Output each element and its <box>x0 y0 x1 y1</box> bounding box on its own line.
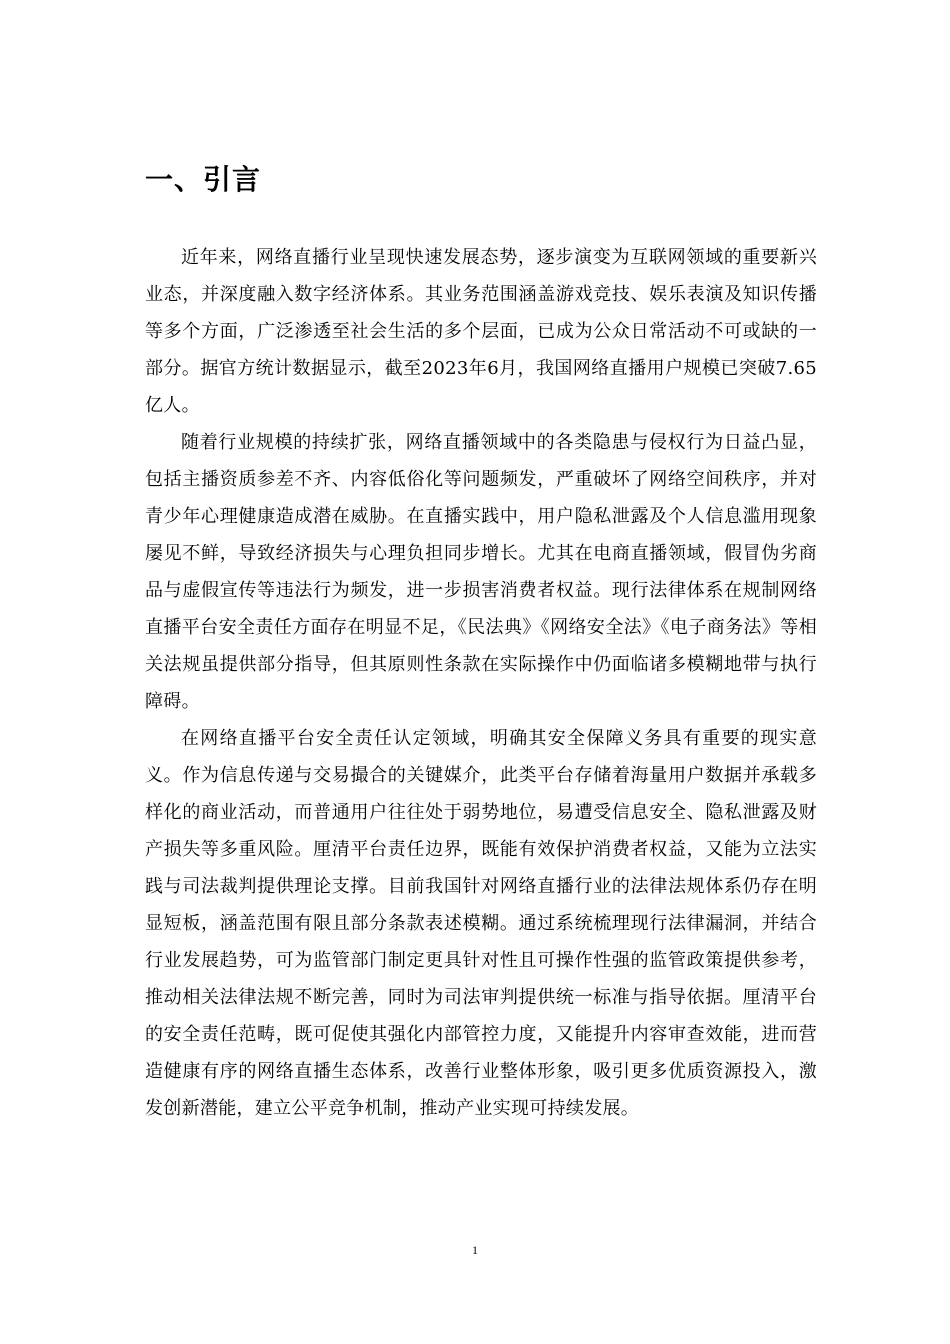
page-number: 1 <box>472 1243 478 1257</box>
paragraph-significance: 在网络直播平台安全责任认定领域，明确其安全保障义务具有重要的现实意义。作为信息传递与交易撮合的关键媒介，此类平台存储着海量用户数据并承载多样化的商业活动，而普通用户往往处于弱势地位，易遭受信息安全、隐私泄露及财产损失等多重风险。厘清平台责任边界，既能有效保护消费者权益，又能为立法实践与司法裁判提供理论支撑。目前我国针对网络直播行业的法律法规体系仍存在明显短板，涵盖范围有限且部分条款表述模糊。通过系统梳理现行法律漏洞，并结合行业发展趋势，可为监管部门制定更具针对性且可操作性强的监管政策提供参考，推动相关法律法规不断完善，同时为司法审判提供统一标准与指导依据。厘清平台的安全责任范畴，既可促使其强化内部管控力度，又能提升内容审查效能，进而营造健康有序的网络直播生态体系，改善行业整体形象，吸引更多优质资源投入，激发创新潜能，建立公平竞争机制，推动产业实现可持续发展。 <box>145 728 817 1119</box>
paragraph-intro: 近年来，网络直播行业呈现快速发展态势，逐步演变为互联网领域的重要新兴业态，并深度融入数字经济体系。其业务范围涵盖游戏竞技、娱乐表演及知识传播等多个方面，广泛渗透至社会生活的多个层面，已成为公众日常活动不可或缺的一部分。据官方统计数据显示，截至2023年6月，我国网络直播用户规模已突破7.65亿人。 <box>145 247 817 416</box>
body-text <box>145 239 817 1127</box>
section-heading: 一、引言 <box>145 163 262 196</box>
paragraph-risks: 随着行业规模的持续扩张，网络直播领域中的各类隐患与侵权行为日益凸显，包括主播资质参差不齐、内容低俗化等问题频发，严重破坏了网络空间秩序，并对青少年心理健康造成潜在威胁。在直播实践中，用户隐私泄露及个人信息滥用现象屡见不鲜，导致经济损失与心理负担同步增长。尤其在电商直播领域，假冒伪劣商品与虚假宣传等违法行为频发，进一步损害消费者权益。现行法律体系在规制网络直播平台安全责任方面存在明显不足，《民法典》《网络安全法》《电子商务法》等相关法规虽提供部分指导，但其原则性条款在实际操作中仍面临诸多模糊地带与执行障碍。 <box>145 432 817 712</box>
